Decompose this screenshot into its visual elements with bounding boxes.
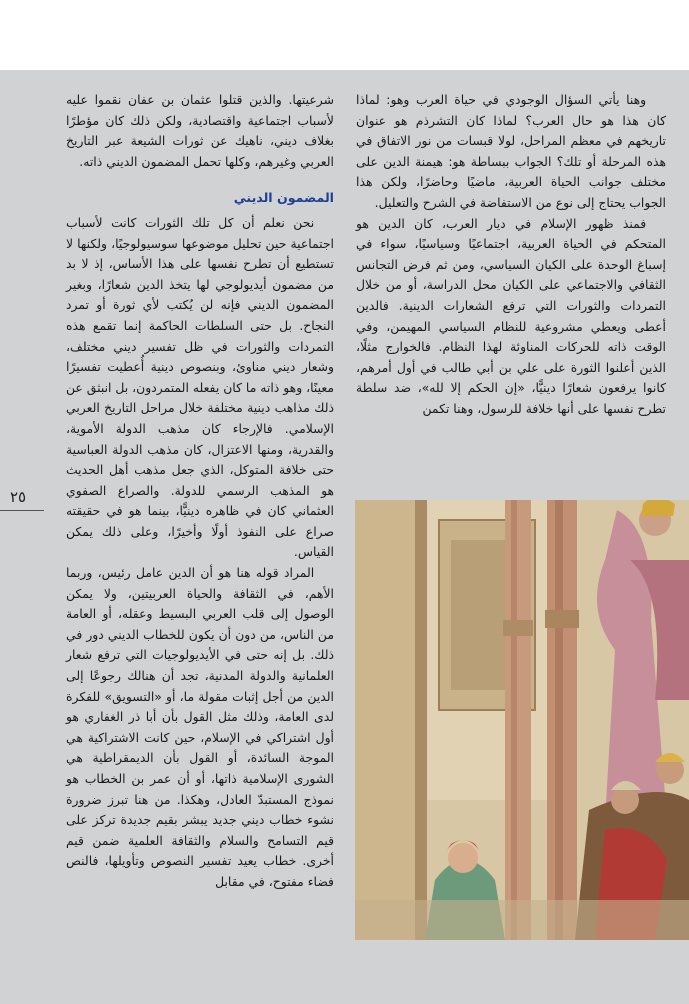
miniature-painting-image bbox=[355, 500, 689, 940]
paragraph-continuation: شرعيتها. والذين قتلوا عثمان بن عفان نقموا عليه لأسباب اجتماعية واقتصادية، ولكن ذلك كان مؤطرًا بغلاف ديني، ناهيك عن ثورات الشيعة عبر التاريخ العربي وغيرهم، وكلها تحمل المضمون الديني ذاته. bbox=[66, 92, 334, 169]
paragraph: المراد قوله هنا هو أن الدين عامل رئيس، وربما الأهم، في الثقافة والحياة العربيتين، ولا يمكن الوصول إلى قلب العربي البسيط وعقله، أو العامة من الناس، من دون أن يكون للخطاب الديني دور في ذلك. بل إنه حتى في الأيديولوجيات التي ترفع شعار العلمانية والدولة المدنية، تجد أن هنالك رجوعًا إلى الدين من أجل إثبات مقولة ما، أو «التسويق» للفكرة لدى العامة، وذلك مثل القول بأن أبا ذر الغفاري هو أول اشتراكي في الإسلام، حين كانت الاشتراكية هي الموجة السائدة، أو القول بأن الديمقراطية هي الشورى الإسلامية ذاتها، أو أن عمر بن الخطاب هو نموذج المستبدّ العادل، وهكذا. من هنا تبرز ضرورة نشوء خطاب ديني جديد يبشر بقيم جديدة تركز على قيم التسامح والسلام والثقافة العلمية ضمن قيم أخرى. خطاب يعيد تفسير النصوص وتأويلها، فالنص فضاء مفتوح، في مقابل bbox=[66, 565, 334, 889]
page-number-rule bbox=[0, 510, 44, 511]
paragraph: نحن نعلم أن كل تلك الثورات كانت لأسباب اجتماعية حين تحليل موضوعها سوسيولوجيًا، ولكنها لا تستطيع أن تطرح نفسها على هذا الأساس، إذ لا بد من مضمون أيديولوجي لها يتخذ الدين شعارًا، وبغير المضمون الديني فإنه لن يُكتب لأي ثورة أو تمرد النجاح. بل حتى السلطات الحاكمة إنما تقمع هذه التمردات والثورات في ظل تفسير ديني مختلف، وشعار ديني مناوئ، وبنصوص دينية أُعطيت تفسيرًا معينًا، وهو ذاته ما كان يفعله المتمردون، بل انبثق عن ذلك مذاهب دينية مختلفة خلال مراحل التاريخ العربي الإسلامي. فالإرجاء كان مذهب الدولة الأموية، والقدرية، ومنها الاعتزال، كان مذهب الدولة العباسية حتى خلافة المتوكل، الذي جعل مذهب أهل الحديث هو المذهب الرسمي للدولة. والصراع الصفوي العثماني كان في ظاهره دينيًّا، بينما هو في حقيقته صراع على النفوذ أولًا وأخيرًا، وعلى ذلك يمكن القياس. bbox=[66, 214, 334, 560]
top-margin bbox=[0, 0, 689, 70]
right-text-column bbox=[356, 90, 666, 420]
paragraph: وهنا يأتي السؤال الوجودي في حياة العرب وهو: لماذا كان هذا هو حال العرب؟ لماذا كان التشرذم هو عنوان تاريخهم في معظم المراحل، لولا قبسات من نور الاتفاق في هذه المرحلة أو تلك؟ الجواب ببساطة هو: هيمنة الدين على مختلف جوانب الحياة العربية، ماضيًا وحاضرًا، ولكن هذا الجواب يحتاج إلى نوع من الاستفاضة في الشرح والتعليل. bbox=[356, 92, 666, 210]
page-number: ٢٥ bbox=[10, 488, 27, 506]
left-text-column bbox=[66, 90, 334, 893]
paragraph: فمنذ ظهور الإسلام في ديار العرب، كان الدين هو المتحكم في الحياة العربية، اجتماعيًا وسياسيًا، سواء في إسباغ الوحدة على الكيان السياسي، ومن ثم فرض التجانس الثقافي والاجتماعي على الكيان محل الدراسة، أو من خلال التمردات والثورات التي ترفع الشعارات الدينية. فالدين أعطى ويعطي مشروعية للنظام السياسي المهيمن، وفي الوقت ذاته للحركات المناوئة لهذا النظام. فالخوارج مثلًا، الذين أعلنوا الثورة على علي بن أبي طالب في أول أمرهم، كانوا يرفعون شعارًا دينيًّا، «إن الحكم إلا لله»، ضد سلطة تطرح نفسها على أنها خلافة للرسول، وهنا تكمن bbox=[356, 215, 666, 416]
section-heading: المضمون الديني bbox=[233, 190, 334, 206]
magazine-page bbox=[0, 70, 689, 1004]
